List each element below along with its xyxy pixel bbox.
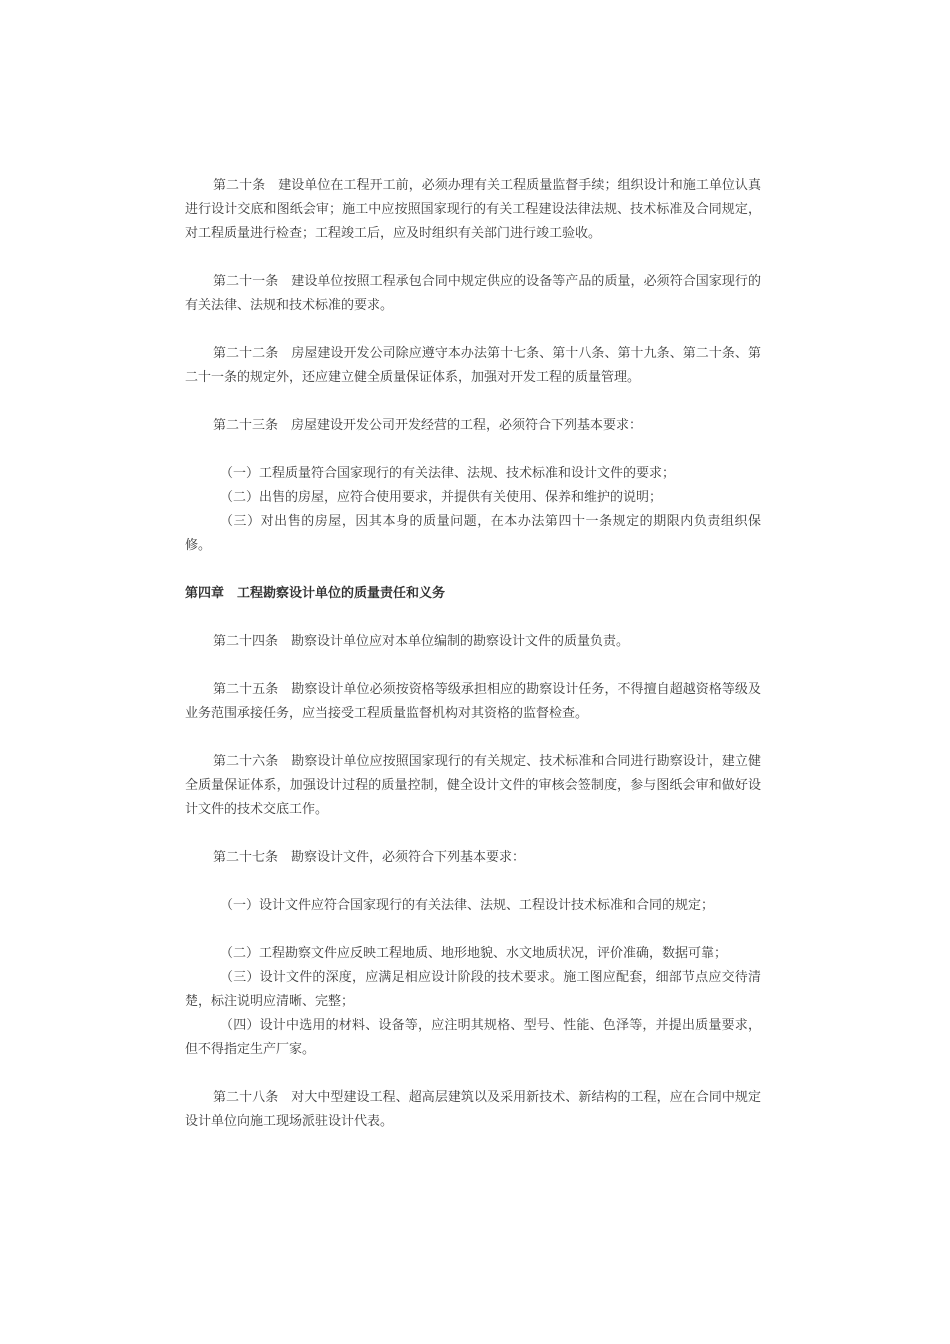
article-27-item-4: （四）设计中选用的材料、设备等，应注明其规格、型号、性能、色泽等，并提出质量要求，但不得指定生产厂家。 <box>185 1018 761 1057</box>
article-23-item-2: （二）出售的房屋，应符合使用要求，并提供有关使用、保养和维护的说明； <box>220 490 663 505</box>
article-23: 第二十三条 房屋建设开发公司开发经营的工程，必须符合下列基本要求： <box>213 418 643 433</box>
article-27: 第二十七条 勘察设计文件，必须符合下列基本要求： <box>213 850 526 865</box>
article-26: 第二十六条 勘察设计单位应按照国家现行的有关规定、技术标准和合同进行勘察设计，建立健全质量保证体系，加强设计过程的质量控制，健全设计文件的审核会签制度，参与图纸会审和做好设计文件的技术交底工作。 <box>185 754 761 817</box>
article-27-item-3: （三）设计文件的深度，应满足相应设计阶段的技术要求。施工图应配套，细部节点应交待清楚，标注说明应清晰、完整； <box>185 970 761 1009</box>
document-body <box>185 174 761 1134</box>
article-21: 第二十一条 建设单位按照工程承包合同中规定供应的设备等产品的质量，必须符合国家现行的有关法律、法规和技术标准的要求。 <box>185 274 761 313</box>
article-25: 第二十五条 勘察设计单位必须按资格等级承担相应的勘察设计任务，不得擅自超越资格等级及业务范围承接任务，应当接受工程质量监督机构对其资格的监督检查。 <box>185 682 761 721</box>
article-20: 第二十条 建设单位在工程开工前，必须办理有关工程质量监督手续；组织设计和施工单位认真进行设计交底和图纸会审；施工中应按照国家现行的有关工程建设法律法规、技术标准及合同规定，对工程质量进行检查；工程竣工后，应及时组织有关部门进行竣工验收。 <box>185 178 761 241</box>
article-22: 第二十二条 房屋建设开发公司除应遵守本办法第十七条、第十八条、第十九条、第二十条、第二十一条的规定外，还应建立健全质量保证体系，加强对开发工程的质量管理。 <box>185 346 761 385</box>
article-27-item-2: （二）工程勘察文件应反映工程地质、地形地貌、水文地质状况，评价准确，数据可靠； <box>220 946 728 961</box>
article-23-item-3: （三）对出售的房屋，因其本身的质量问题，在本办法第四十一条规定的期限内负责组织保修。 <box>185 514 761 553</box>
article-23-item-1: （一）工程质量符合国家现行的有关法律、法规、技术标准和设计文件的要求； <box>220 466 676 481</box>
article-27-item-1: （一）设计文件应符合国家现行的有关法律、法规、工程设计技术标准和合同的规定； <box>220 898 715 913</box>
article-24: 第二十四条 勘察设计单位应对本单位编制的勘察设计文件的质量负责。 <box>213 634 630 649</box>
article-28: 第二十八条 对大中型建设工程、超高层建筑以及采用新技术、新结构的工程，应在合同中规定设计单位向施工现场派驻设计代表。 <box>185 1090 761 1129</box>
chapter-4-heading: 第四章 工程勘察设计单位的质量责任和义务 <box>185 586 446 601</box>
